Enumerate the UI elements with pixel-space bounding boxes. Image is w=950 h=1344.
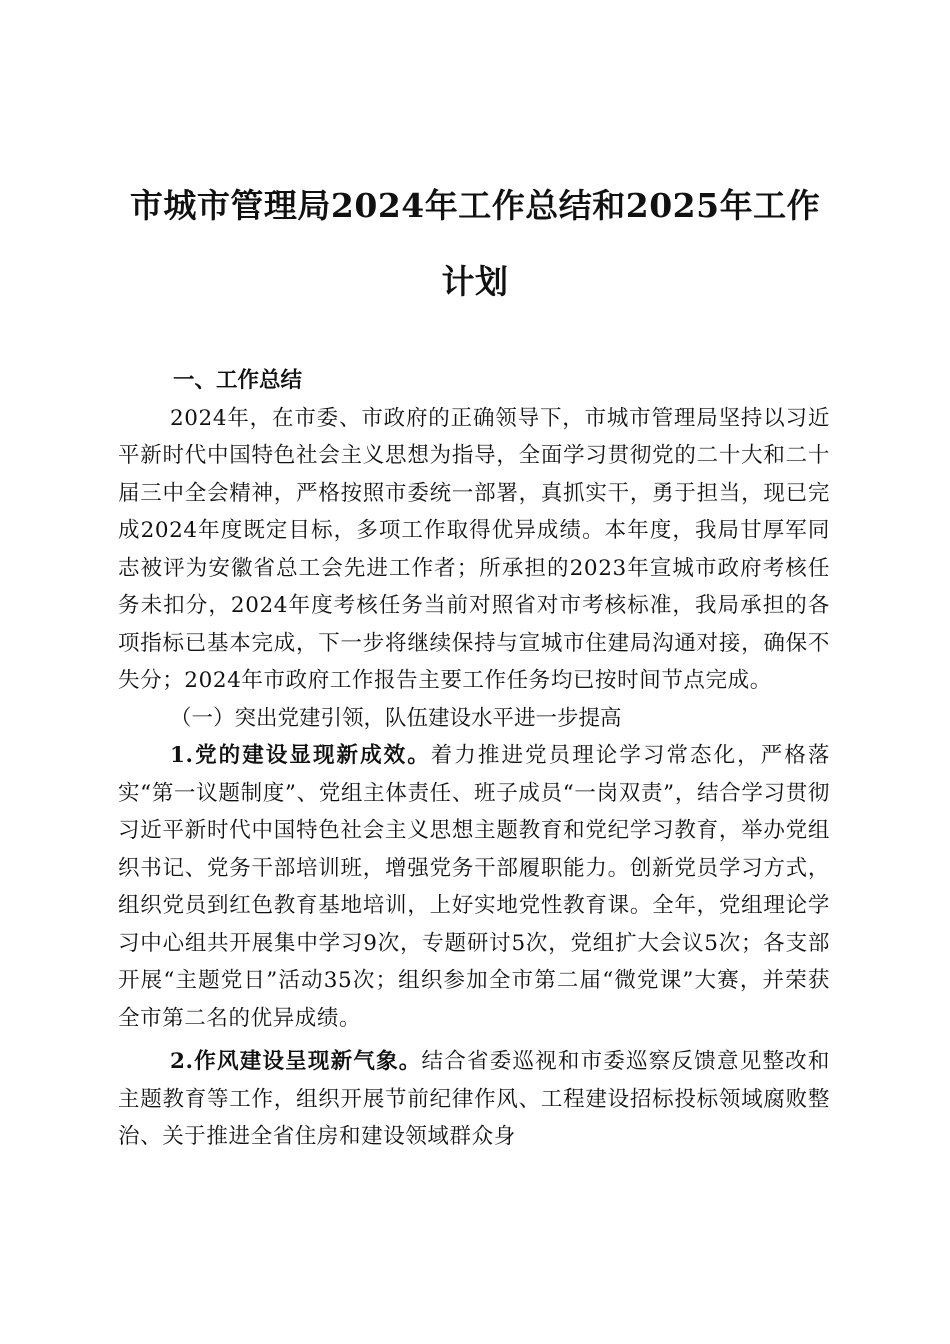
title-line-2: 计划: [441, 262, 509, 301]
title-line-1: 市城市管理局2024年工作总结和2025年工作: [129, 186, 821, 225]
document-title: [110, 168, 840, 320]
intro-paragraph: 2024年，在市委、市政府的正确领导下，市城市管理局坚持以习近平新时代中国特色社会主义思想为指导，全面学习贯彻党的二十大和二十届三中全会精神，严格按照市委统一部署，真抓实干，勇于担当，现已完成2024年度既定目标，多项工作取得优异成绩。本年度，我局甘厚军同志被评为安徽省总工会先进工作者；所承担的2023年宣城市政府考核任务未扣分，2024年度考核任务当前对照省对市考核标准，我局承担的各项指标已基本完成，下一步将继续保持与宣城市住建局沟通对接，确保不失分；2024年市政府工作报告主要工作任务均已按时间节点完成。: [118, 405, 830, 693]
document-body: [118, 362, 830, 1156]
item-2-lead: 2.作风建设呈现新气象。: [170, 1049, 422, 1074]
item-1-body: 着力推进党员理论学习常态化，严格落实“第一议题制度”、党组主体责任、班子成员“一岗双责”，结合学习贯彻习近平新时代中国特色社会主义思想主题教育和党纪学习教育，举办党组织书记、党务干部培训班，增强党务干部履职能力。创新党员学习方式，组织党员到红色教育基地培训，上好实地党性教育课。全年，党组理论学习中心组共开展集中学习9次，专题研讨5次，党组扩大会议5次；各支部开展“主题党日”活动35次；组织参加全市第二届“微党课”大赛，并荣获全市第二名的优异成绩。: [118, 743, 830, 1031]
section-heading-work-summary: 一、工作总结: [173, 368, 303, 393]
item-paragraph-2: [118, 1043, 830, 1156]
item-1-lead: 1.党的建设显现新成效。: [170, 743, 431, 768]
item-2-body: 结合省委巡视和市委巡察反馈意见整改和主题教育等工作，组织开展节前纪律作风、工程建设招标投标领域腐败整治、关于推进全省住房和建设领域群众身: [118, 1049, 830, 1149]
item-paragraph-1: [118, 737, 830, 1037]
subsection-heading-party-building: （一）突出党建引领，队伍建设水平进一步提高: [170, 705, 622, 731]
